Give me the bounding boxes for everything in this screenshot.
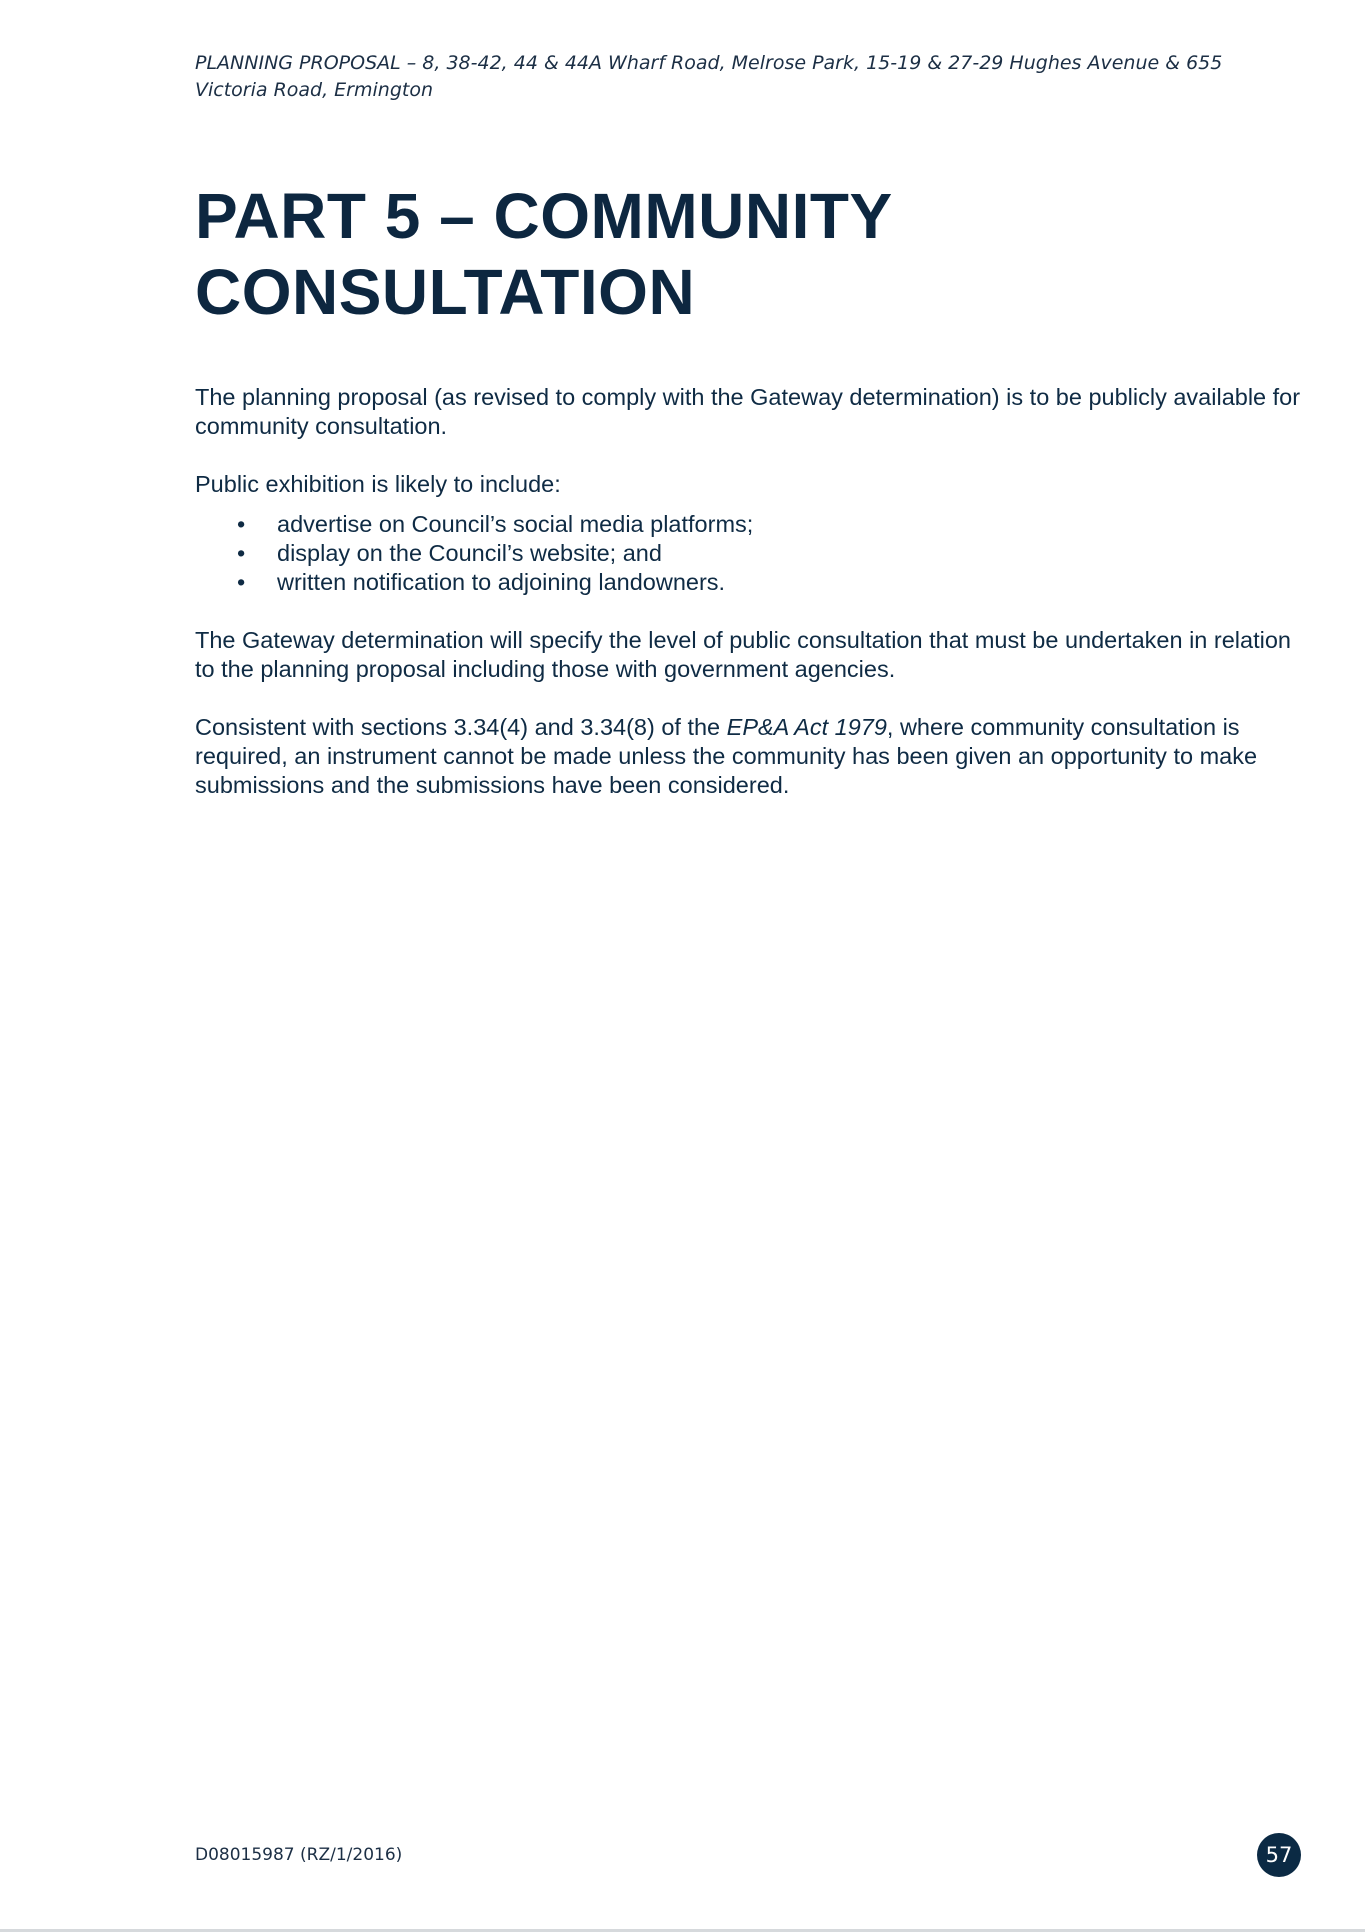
list-item [195, 539, 1305, 568]
paragraph-intro: The planning proposal (as revised to comply with the Gateway determination) is to be publicly available for community consultation. [195, 384, 1301, 439]
act-title: EP&A Act 1979 [726, 714, 887, 740]
running-header: PLANNING PROPOSAL – 8, 38-42, 44 & 44A Wharf Road, Melrose Park, 15-19 & 27-29 Hughes Avenue & 655 Victoria Road, Ermington [195, 52, 1223, 101]
bullet-icon: • [237, 540, 246, 566]
list-item-text: written notification to adjoining landowners. [277, 569, 726, 595]
exhibition-list [195, 510, 1305, 597]
bullet-icon: • [237, 511, 246, 537]
list-item-text: advertise on Council’s social media platforms; [277, 511, 754, 537]
paragraph-gateway: The Gateway determination will specify the level of public consultation that must be undertaken in relation to the planning proposal including those with government agencies. [195, 627, 1291, 682]
page-title-line-2: CONSULTATION [195, 256, 696, 328]
bullet-icon: • [237, 569, 246, 595]
body-content [195, 383, 1305, 829]
paragraph-exhibition: Public exhibition is likely to include: [195, 471, 561, 497]
document-reference: D08015987 (RZ/1/2016) [195, 1845, 403, 1865]
list-item [195, 568, 1305, 597]
paragraph-consistent [195, 713, 1305, 800]
page-number-badge: 57 [1257, 1833, 1301, 1877]
paragraph-consistent-start: Consistent with sections 3.34(4) and 3.34(8) of the [195, 714, 727, 740]
list-item-text: display on the Council’s website; and [277, 540, 662, 566]
paragraph-consistent-end: , where community consultation is required, an instrument cannot be made unless the community has been given an opportunity to make submissions and the submissions have been considered. [195, 714, 1258, 798]
page-title [195, 178, 893, 330]
page-title-line-1: PART 5 – COMMUNITY [195, 180, 893, 252]
list-item [195, 510, 1305, 539]
